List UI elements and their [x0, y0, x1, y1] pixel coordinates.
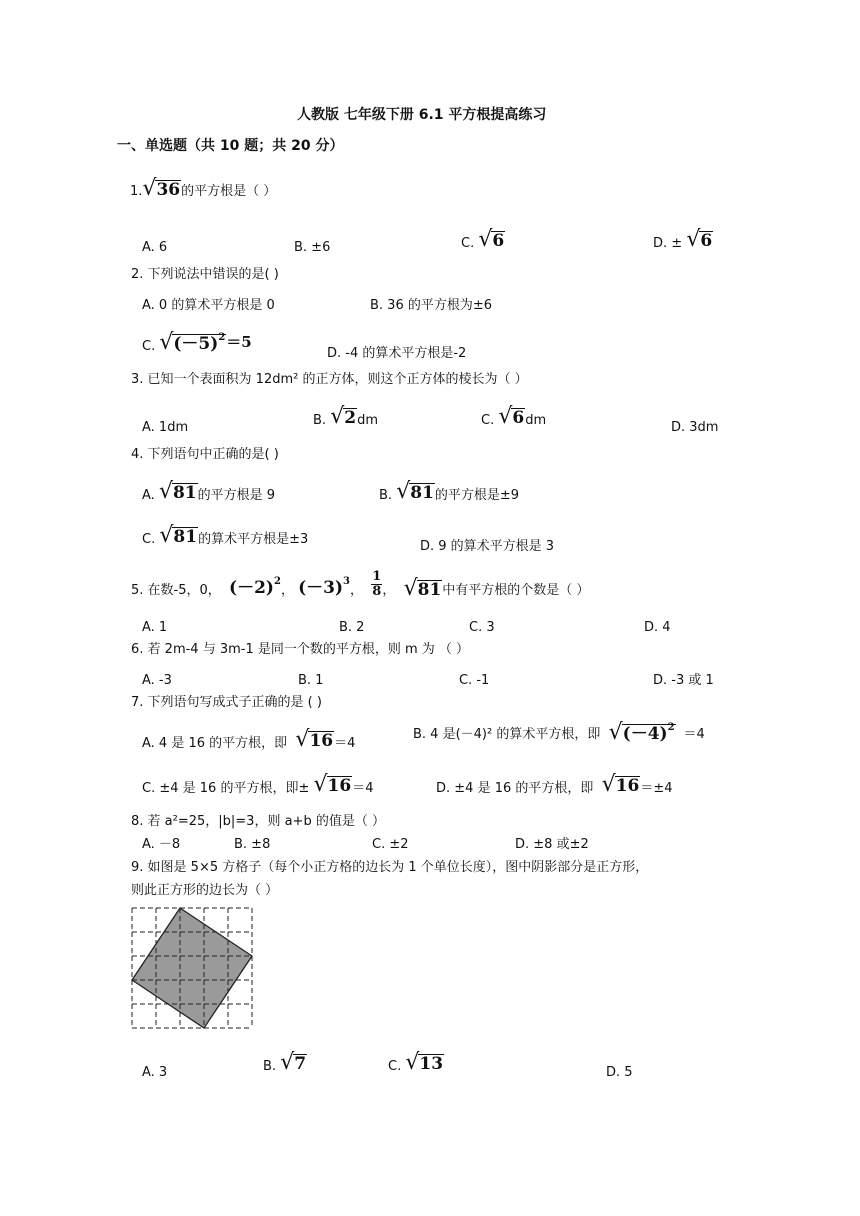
q3-option-d: D. 3dm — [671, 420, 719, 435]
q4-option-c: C. √ 81 的算术平方根是±3 — [142, 523, 309, 548]
question-2-stem: 2. 下列说法中错误的是( ) — [131, 267, 279, 282]
question-7-stem: 7. 下列语句写成式子正确的是 ( ) — [131, 695, 322, 710]
q7-option-d: D. ±4 是 16 的平方根，即 √ 16 ＝±4 — [436, 772, 673, 797]
sqrt-neg5-squared: √ $(-5)^2$ — [159, 330, 226, 355]
q4-option-b: B. √ 81 的平方根是±9 — [379, 479, 520, 504]
q9-option-b: B. √ 7 — [263, 1050, 307, 1075]
q7-option-a: A. 4 是 16 的平方根，即 √ 16 ＝4 — [142, 727, 356, 752]
question-6-stem: 6. 若 2m-4 与 3m-1 是同一个数的平方根，则 m 为 （ ） — [131, 642, 470, 657]
q1-option-d: D. ± √ 6 — [653, 227, 713, 252]
grid-figure — [130, 906, 254, 1030]
sqrt-81: √ 81 — [158, 479, 197, 504]
q2-option-a: A. 0 的算术平方根是 0 — [142, 298, 275, 313]
neg3-cubed: $(-3)^3$ — [298, 576, 350, 599]
q8-option-d: D. ±8 或±2 — [515, 837, 589, 852]
question-3-stem: 3. 已知一个表面积为 12dm² 的正方体，则这个正方体的棱长为（ ） — [131, 372, 528, 387]
q1-option-a: A. 6 — [142, 240, 168, 255]
q3-option-b: B. √ 2 dm — [313, 404, 378, 429]
q6-option-d: D. -3 或 1 — [653, 673, 714, 688]
q8-option-a: A. －8 — [142, 837, 181, 852]
q4-option-d: D. 9 的算术平方根是 3 — [420, 539, 555, 554]
q2-option-d: D. -4 的算术平方根是-2 — [327, 346, 467, 361]
shaded-square — [132, 908, 252, 1028]
sqrt-6: √ 6 — [478, 227, 505, 252]
sqrt-81: √ 81 — [396, 479, 434, 504]
question-1-stem — [130, 178, 276, 200]
sqrt-7: √ 7 — [280, 1050, 307, 1075]
sqrt-2: √ 2 — [330, 404, 357, 429]
q9-option-d: D. 5 — [606, 1065, 633, 1080]
q1-text: 的平方根是（ ） — [181, 184, 277, 199]
q6-option-b: B. 1 — [298, 673, 324, 688]
q1-option-b: B. ±6 — [294, 240, 331, 255]
sqrt-13: √ 13 — [405, 1050, 444, 1075]
q6-option-a: A. -3 — [142, 673, 172, 688]
sqrt-81: √ 81 — [403, 576, 442, 602]
q8-option-b: B. ±8 — [234, 837, 271, 852]
q2-option-b: B. 36 的平方根为±6 — [370, 298, 493, 313]
sqrt-neg4-squared: √ $(-4)^2$ — [608, 720, 675, 745]
q5-option-d: D. 4 — [644, 620, 671, 635]
sqrt-16: √ 16 — [313, 772, 352, 797]
question-5-stem: 5. 在数-5，0， $(-2)^2$ ， $(-3)^3$ ， $\frac{1}{8}$ ， √ 81 中有平方根的个数是（ ） — [131, 569, 590, 602]
sqrt-16: √ 16 — [601, 772, 640, 797]
q5-option-c: C. 3 — [469, 620, 495, 635]
sqrt-6: √ 6 — [498, 404, 525, 429]
question-4-stem: 4. 下列语句中正确的是( ) — [131, 447, 279, 462]
q4-option-a: A. √ 81 的平方根是 9 — [142, 479, 276, 504]
sqrt-36: √ 36 — [142, 176, 181, 201]
sqrt-6: √ 6 — [686, 227, 713, 252]
q6-option-c: C. -1 — [459, 673, 490, 688]
section-heading: 一、单选题（共 10 题；共 20 分） — [117, 138, 344, 154]
q8-option-c: C. ±2 — [372, 837, 409, 852]
fraction-one-eighth: $\frac{1}{8}$ — [372, 569, 382, 599]
q2-option-c: C. √ $(-5)^2$ ＝5 — [142, 330, 252, 355]
q5-option-a: A. 1 — [142, 620, 168, 635]
page-title: 人教版 七年级下册 6.1 平方根提高练习 — [297, 107, 547, 123]
q3-option-c: C. √ 6 dm — [481, 404, 547, 429]
q1-option-c: C. √ 6 — [461, 227, 505, 252]
q9-option-a: A. 3 — [142, 1065, 168, 1080]
question-8-stem: 8. 若 a²=25，|b|=3，则 a+b 的值是（ ） — [131, 814, 385, 829]
q1-number: 1. — [130, 184, 143, 199]
q3-option-a: A. 1dm — [142, 420, 189, 435]
sqrt-16: √ 16 — [295, 727, 334, 752]
q5-option-b: B. 2 — [339, 620, 365, 635]
q7-option-b: B. 4 是(－4)² 的算术平方根，即 √ $(-4)^2$ ＝4 — [413, 720, 705, 745]
q9-option-c: C. √ 13 — [388, 1050, 444, 1075]
question-9-stem-line2: 则此正方形的边长为（ ） — [131, 883, 279, 898]
sqrt-81: √ 81 — [159, 523, 198, 548]
neg2-squared: $(-2)^2$ — [229, 576, 281, 599]
q7-option-c: C. ±4 是 16 的平方根，即± √ 16 ＝4 — [142, 772, 374, 797]
question-9-stem-line1: 9. 如图是 5×5 方格子（每个小正方格的边长为 1 个单位长度），图中阴影部分是正方形， — [131, 860, 649, 875]
